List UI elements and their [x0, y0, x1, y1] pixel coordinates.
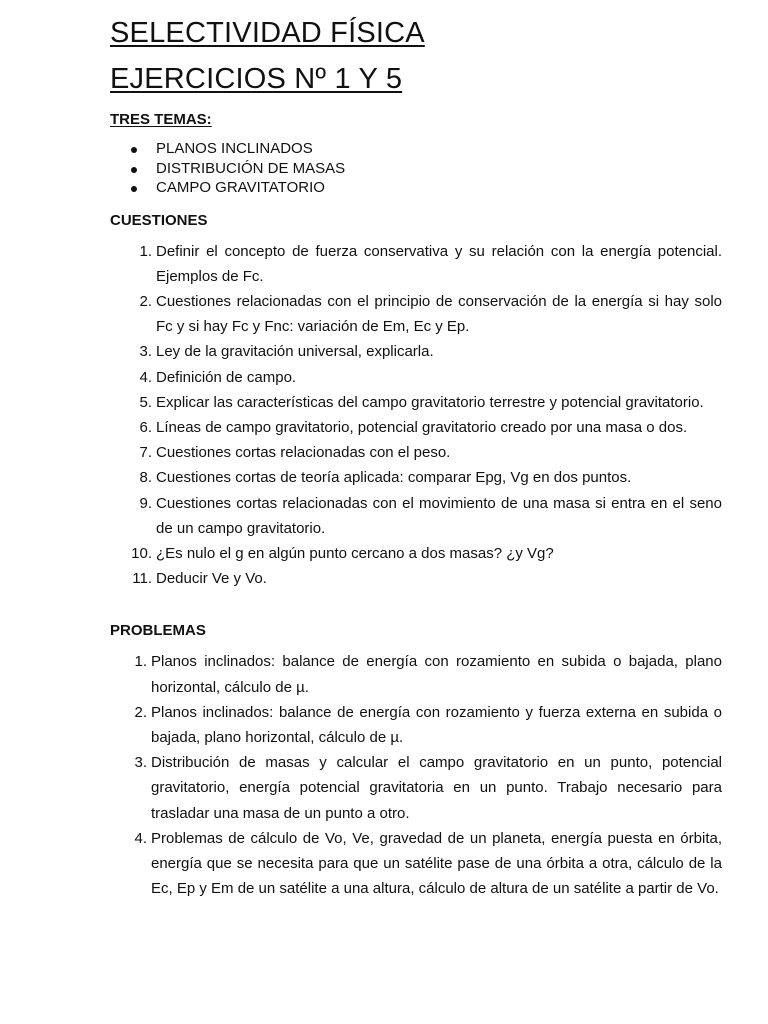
list-item: [110, 239, 722, 289]
list-item: [110, 491, 722, 541]
bullet-icon: [131, 167, 137, 173]
temas-list: [110, 139, 722, 198]
cuestiones-list: [110, 239, 722, 592]
list-item-text: Deducir Ve y Vo.: [156, 570, 267, 588]
list-number: 6.: [139, 418, 152, 436]
list-item-text: Problemas de cálculo de Vo, Ve, gravedad de un planeta, energía puesta en órbita, energía que se necesita para que un satélite pase de una órbita a otra, cálculo de la Ec, Ep y Em de un satélite a una altura, cálculo de altura de un satélite a partir de Vo.: [151, 829, 722, 898]
list-item-text: DISTRIBUCIÓN DE MASAS: [156, 159, 346, 177]
list-item-text: Planos inclinados: balance de energía con rozamiento y fuerza externa en subida o bajada, plano horizontal, cálculo de µ.: [151, 703, 722, 746]
list-item-text: Líneas de campo gravitatorio, potencial gravitatorio creado por una masa o dos.: [156, 418, 688, 436]
list-item: [110, 159, 722, 179]
list-number: 3.: [139, 343, 152, 361]
list-number: 2.: [134, 703, 147, 721]
problemas-list: [110, 649, 722, 901]
list-number: 10.: [131, 544, 152, 562]
list-item: [110, 415, 722, 440]
bullet-icon: [131, 147, 137, 153]
list-item: [110, 440, 722, 465]
list-item: [110, 649, 722, 699]
document-page: [110, 14, 722, 901]
bullet-icon: [131, 186, 137, 192]
cuestiones-heading: CUESTIONES: [110, 211, 208, 229]
list-item-text: Cuestiones cortas relacionadas con el peso.: [156, 444, 451, 462]
document-subtitle: EJERCICIOS Nº 1 Y 5: [110, 63, 403, 95]
list-number: 9.: [139, 494, 152, 512]
list-item-text: Cuestiones relacionadas con el principio de conservación de la energía si hay solo Fc y si hay Fc y Fnc: variación de Em, Ec y Ep.: [156, 292, 722, 336]
list-item: [110, 365, 722, 390]
list-number: 5.: [139, 393, 152, 411]
document-title: SELECTIVIDAD FÍSICA: [110, 17, 425, 49]
list-item: [110, 390, 722, 415]
list-item: [110, 289, 722, 339]
list-item: [110, 339, 722, 364]
list-item: [110, 541, 722, 566]
list-item-text: Definición de campo.: [156, 368, 297, 386]
list-item-text: ¿Es nulo el g en algún punto cercano a dos masas? ¿y Vg?: [156, 544, 554, 562]
list-number: 8.: [139, 469, 152, 487]
list-item: [110, 826, 722, 902]
list-number: 4.: [134, 829, 147, 847]
list-number: 4.: [139, 368, 152, 386]
list-number: 1.: [139, 242, 152, 260]
problemas-heading: PROBLEMAS: [110, 622, 206, 640]
list-item-text: Cuestiones cortas relacionadas con el movimiento de una masa si entra en el seno de un campo gravitatorio.: [156, 494, 722, 537]
list-item: [110, 566, 722, 591]
list-item: [110, 700, 722, 750]
list-item-text: CAMPO GRAVITATORIO: [156, 179, 325, 196]
list-item-text: Planos inclinados: balance de energía con rozamiento en subida o bajada, plano horizontal, cálculo de µ.: [151, 653, 722, 696]
list-item-text: Definir el concepto de fuerza conservativa y su relación con la energía potencial. Ejemplos de Fc.: [156, 242, 722, 285]
list-item: [110, 139, 722, 159]
list-number: 2.: [139, 292, 152, 310]
list-number: 1.: [134, 653, 147, 671]
list-item-text: PLANOS INCLINADOS: [156, 140, 313, 157]
list-item-text: Cuestiones cortas de teoría aplicada: comparar Epg, Vg en dos puntos.: [156, 469, 632, 487]
temas-heading-text: TRES TEMAS:: [110, 111, 212, 128]
list-item: [110, 178, 722, 198]
list-item: [110, 750, 722, 826]
list-item-text: Distribución de masas y calcular el campo gravitatorio en un punto, potencial gravitatorio, energía potencial gravitatoria en un punto. Trabajo necesario para trasladar una masa de un punto a otro.: [151, 754, 722, 822]
temas-heading: [110, 110, 722, 130]
list-number: 11.: [132, 570, 152, 588]
list-item-text: Explicar las características del campo gravitatorio terrestre y potencial gravitatorio.: [156, 393, 704, 411]
list-item: [110, 465, 722, 490]
list-number: 3.: [134, 754, 147, 772]
list-item-text: Ley de la gravitación universal, explicarla.: [156, 343, 434, 361]
list-number: 7.: [139, 444, 152, 462]
